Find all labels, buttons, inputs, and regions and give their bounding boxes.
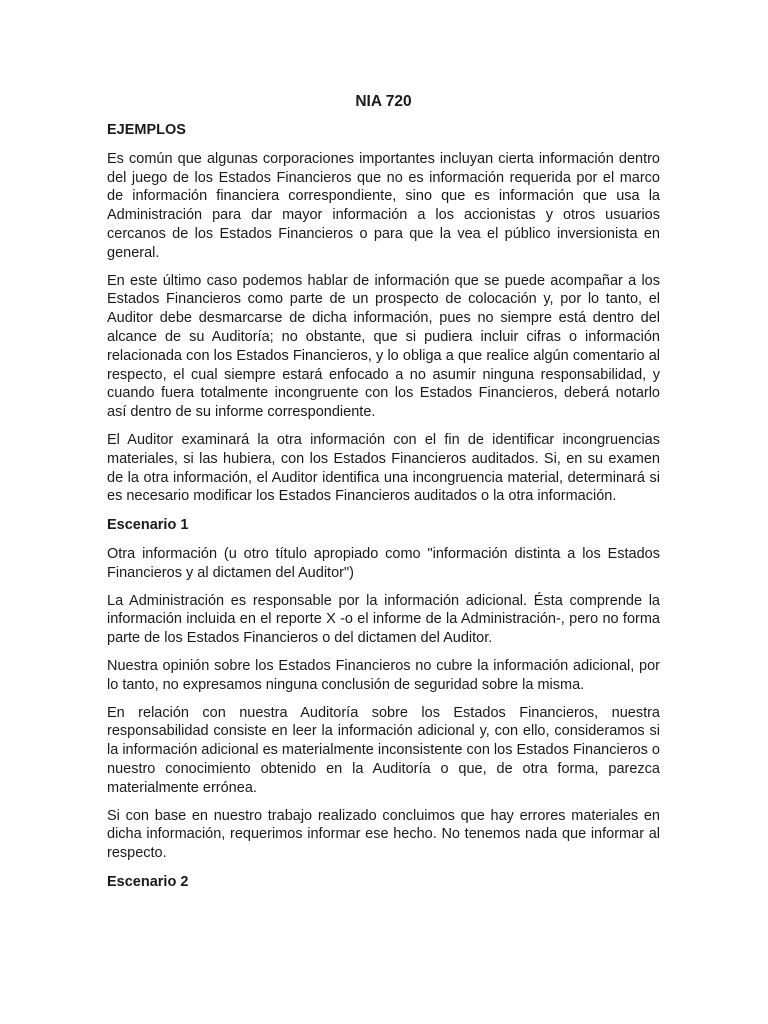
scenario-1-paragraph-4: En relación con nuestra Auditoría sobre los Estados Financieros, nuestra responsabilidad consiste en leer la información adicional y, con ello, consideramos si la información adicional es materialmente inconsistente con los Estados Financieros o nuestro conocimiento obtenido en la Auditoría o que, de otra forma, parezca materialmente errónea. — [107, 704, 660, 796]
intro-paragraph-2: En este último caso podemos hablar de información que se puede acompañar a los Estados Financieros como parte de un prospecto de colocación y, por lo tanto, el Auditor debe desmarcarse de dicha información, pues no siempre está dentro del alcance de su Auditoría; no obstante, que si pudiera incluir cifras o información relacionada con los Estados Financieros, y lo obliga a que realice algún comentario al respecto, el cual siempre estará enfocado a no asumir ninguna responsabilidad, y cuando fuera totalmente incongruente con los Estados Financieros, deberá notarlo así dentro de su informe correspondiente. — [107, 272, 660, 421]
intro-paragraph-3: El Auditor examinará la otra información con el fin de identificar incongruencias materiales, si las hubiera, con los Estados Financieros auditados. Si, en su examen de la otra información, el Auditor identifica una incongruencia material, determinará si es necesario modificar los Estados Financieros auditados o la otra información. — [107, 431, 660, 505]
document-body — [107, 92, 660, 902]
scenario-1-paragraph-3: Nuestra opinión sobre los Estados Financieros no cubre la información adicional, por lo tanto, no expresamos ninguna conclusión de seguridad sobre la misma. — [107, 657, 660, 693]
scenario-1-paragraph-2: La Administración es responsable por la información adicional. Ésta comprende la información incluida en el reporte X -o el informe de la Administración-, pero no forma parte de los Estados Financieros o del dictamen del Auditor. — [107, 592, 660, 647]
scenario-1-paragraph-1: Otra información (u otro título apropiado como "información distinta a los Estados Financieros y al dictamen del Auditor") — [107, 545, 660, 581]
document-title: NIA 720 — [355, 93, 412, 110]
intro-paragraph-1: Es común que algunas corporaciones importantes incluyan cierta información dentro del juego de los Estados Financieros que no es información requerida por el marco de información financiera correspondiente, sino que es información que usa la Administración para dar mayor información a los accionistas y otros usuarios cercanos de los Estados Financieros o para que la vea el público inversionista en general. — [107, 150, 660, 261]
section-heading-ejemplos: EJEMPLOS — [107, 122, 186, 138]
scenario-1-paragraph-5: Si con base en nuestro trabajo realizado concluimos que hay errores materiales en dicha información, requerimos informar ese hecho. No tenemos nada que informar al respecto. — [107, 807, 660, 862]
scenario-2-heading: Escenario 2 — [107, 873, 189, 890]
scenario-1-heading: Escenario 1 — [107, 517, 189, 534]
